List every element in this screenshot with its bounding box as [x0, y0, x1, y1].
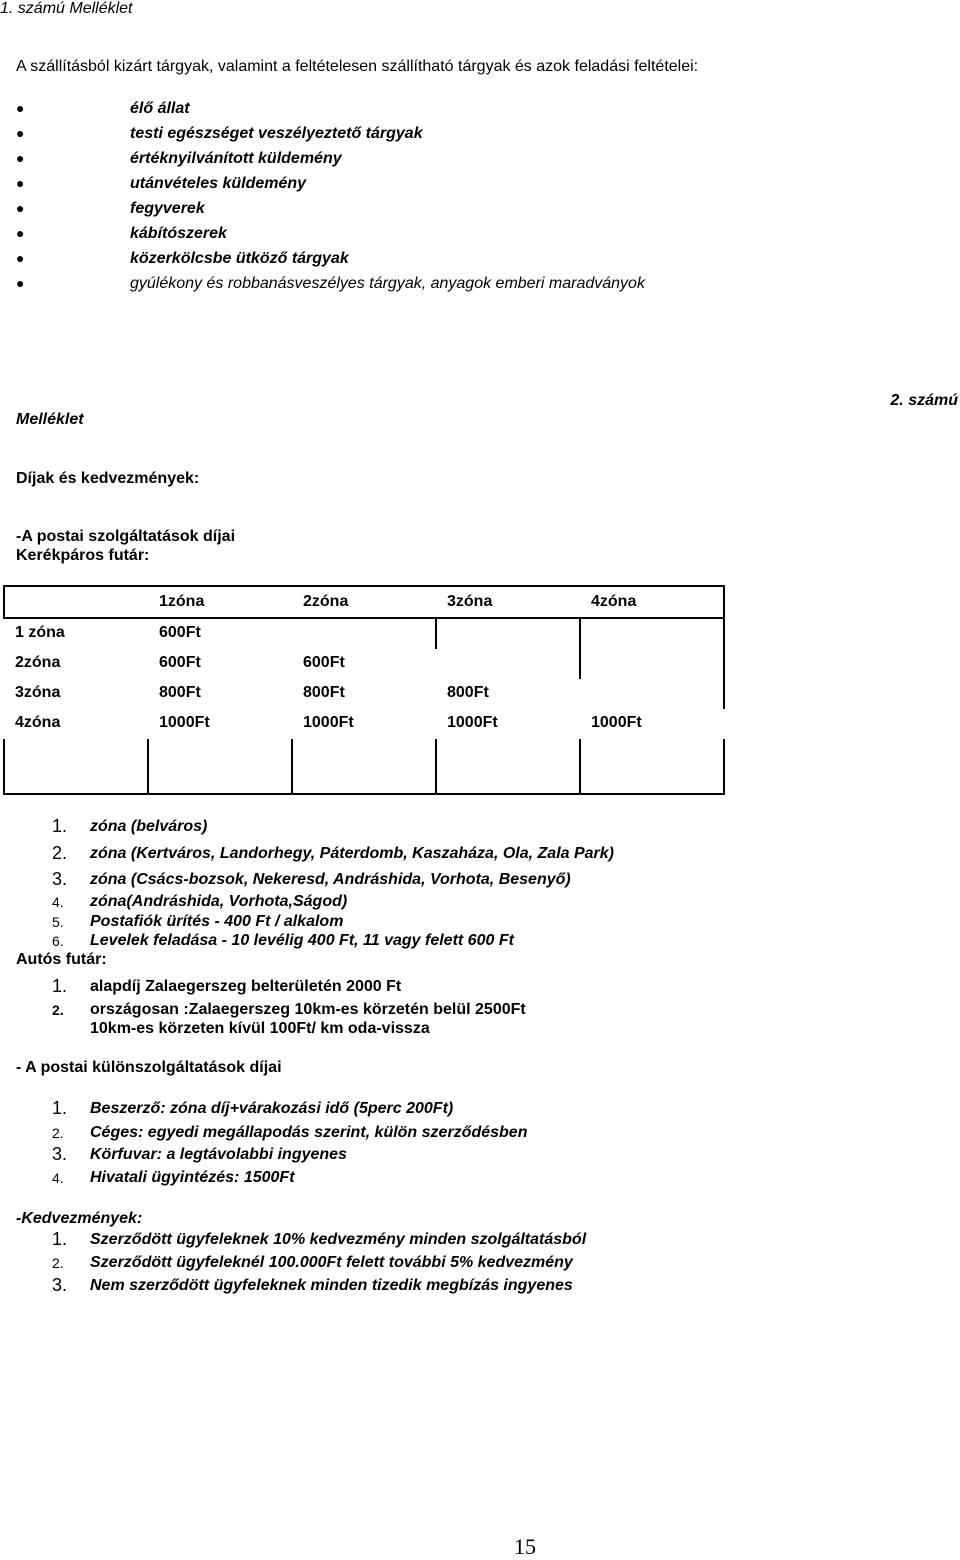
table-cell: [292, 618, 436, 648]
table-cell: [580, 648, 724, 678]
table-cell: [4, 738, 148, 794]
annex1-title: 1. számú Melléklet: [0, 0, 133, 17]
table-cell: 4zóna: [580, 586, 724, 618]
special-fees-heading: - A postai különszolgáltatások díjai: [16, 1059, 282, 1076]
table-cell: 3zóna: [436, 586, 580, 618]
special-fees-list: [0, 1100, 960, 1190]
table-cell: [436, 648, 580, 678]
table-row: [4, 678, 724, 708]
excluded-items-list: ● élő állat ● testi egészséget veszélyeztető tárgyak ● értéknyilvánított küldemény ● utánvételes küldemény ● fegyverek ● kábítószerek ● közerkölcsbe ütköző tárgyak ● gyúlékony és robbanásveszélyes tárgyak, anyagok emberi maradványok: [16, 100, 645, 292]
fees-heading: Díjak és kedvezmények:: [16, 470, 200, 487]
list-item: 1. Beszerző: zóna díj+várakozási idő (5perc 200Ft): [52, 1098, 454, 1118]
list-item: 1. Szerződött ügyfeleknek 10% kedvezmény minden szolgáltatásból: [52, 1229, 587, 1249]
list-item: 4. zóna(Andráshida, Vorhota,Ságod): [52, 893, 348, 910]
table-cell: 1000Ft: [303, 714, 354, 731]
postal-fees-heading: -A postai szolgáltatások díjai: [16, 528, 236, 545]
table-cell: [436, 618, 580, 648]
table-cell: 1000Ft: [159, 714, 210, 731]
annex1-intro: A szállításból kizárt tárgyak, valamint a feltételesen szállítható tárgyak és azok feladási feltételei:: [16, 58, 699, 75]
bike-courier-heading: Kerékpáros futár:: [16, 547, 150, 564]
list-item: 3. Nem szerződött ügyfeleknek minden tizedik megbízás ingyenes: [52, 1275, 573, 1295]
table-cell: [580, 618, 724, 648]
list-item: 3. zóna (Csács-bozsok, Nekeresd, Andráshida, Vorhota, Besenyő): [52, 869, 571, 889]
list-item: 2. Céges: egyedi megállapodás szerint, külön szerződésben: [52, 1124, 528, 1141]
list-item: 4. Hivatali ügyintézés: 1500Ft: [52, 1169, 295, 1186]
table-cell: [580, 678, 724, 708]
list-item: 1. zóna (belváros): [52, 816, 208, 836]
car-item-2-line-2: 10km-es körzeten kívül 100Ft/ km oda-vissza: [90, 1020, 430, 1037]
annex2-label-left: Melléklet: [16, 411, 84, 428]
list-item: 1. alapdíj Zalaegerszeg belterületén 2000 Ft: [52, 976, 402, 996]
zones-list: [0, 818, 960, 953]
page-number: 15: [514, 1534, 536, 1559]
table-cell: 800Ft: [303, 684, 345, 701]
zone-rate-table: [3, 585, 725, 795]
table-cell: [4, 586, 148, 618]
list-item: 2. zóna (Kertváros, Landorhegy, Páterdomb, Kaszaháza, Ola, Zala Park): [52, 843, 615, 863]
table-cell: 600Ft: [159, 654, 201, 671]
table-row: [4, 586, 724, 618]
list-item: 3. Körfuvar: a legtávolabbi ingyenes: [52, 1144, 347, 1164]
table-cell: [580, 738, 724, 794]
table-cell: 800Ft: [447, 684, 489, 701]
table-cell: 4zóna: [15, 714, 61, 731]
annex2-label-right: 2. számú: [890, 392, 958, 409]
table-cell: 600Ft: [303, 654, 345, 671]
list-item: 2. Szerződött ügyfeleknél 100.000Ft felett további 5% kedvezmény: [52, 1254, 573, 1271]
table-cell: 1000Ft: [447, 714, 498, 731]
table-cell: [436, 738, 580, 794]
table-cell: [148, 738, 292, 794]
table-cell: 2zóna: [292, 586, 436, 618]
table-cell: 600Ft: [159, 624, 201, 641]
table-row: [4, 648, 724, 678]
discounts-list: [0, 1231, 960, 1301]
table-cell: 3zóna: [15, 684, 61, 701]
car-courier-heading: Autós futár:: [16, 951, 107, 968]
table-row: [4, 618, 724, 648]
list-item: 5. Postafiók ürítés - 400 Ft / alkalom: [52, 913, 344, 930]
table-cell: [292, 738, 436, 794]
table-cell: 1000Ft: [591, 714, 642, 731]
list-item: 2. országosan :Zalaegerszeg 10km-es körzetén belül 2500Ft: [52, 1001, 526, 1018]
table-cell: 1 zóna: [15, 624, 65, 641]
discounts-heading: -Kedvezmények:: [16, 1210, 143, 1227]
list-item: 6. Levelek feladása - 10 levélig 400 Ft, 11 vagy felett 600 Ft: [52, 932, 514, 949]
car-courier-list: [0, 978, 960, 1038]
table-cell: 800Ft: [159, 684, 201, 701]
table-row: [4, 708, 724, 738]
table-cell: 1zóna: [148, 586, 292, 618]
table-cell: 2zóna: [15, 654, 61, 671]
table-row: [4, 738, 724, 794]
